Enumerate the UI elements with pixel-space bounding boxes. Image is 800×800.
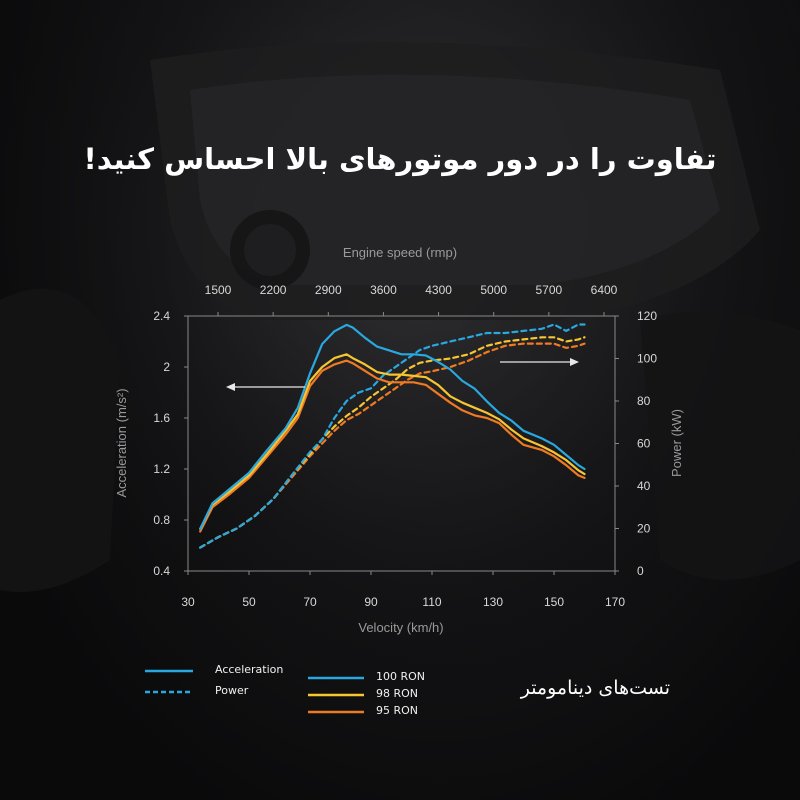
y2-tick-label: 0 (637, 564, 644, 578)
page-title: تفاوت را در دور موتورهای بالا احساس کنید! (83, 142, 717, 176)
x-tick-label: 110 (422, 595, 442, 609)
x2-axis-title: Engine speed (rmp) (342, 245, 458, 260)
x-tick-label: 130 (482, 595, 504, 609)
x-tick-label: 170 (604, 595, 626, 609)
x-axis-title: Velocity (km/h) (358, 620, 444, 635)
y-tick-label: 2.4 (153, 309, 170, 323)
x2-tick-label: 6400 (590, 283, 618, 297)
y2-axis-title: Power (kW) (669, 409, 684, 477)
legend-100-ron-swatch (308, 673, 366, 683)
x-tick-label: 50 (242, 595, 256, 609)
y-tick-label: 1.2 (153, 462, 170, 476)
x-tick-label: 70 (303, 595, 317, 609)
y2-tick-label: 40 (637, 479, 651, 493)
legend-label: Power (215, 684, 249, 697)
x2-tick-label: 2200 (259, 283, 287, 297)
x2-tick-label: 5000 (480, 283, 508, 297)
legend-95-ron (308, 703, 448, 721)
legend-label: 98 RON (376, 687, 419, 700)
acceleration-line-98-ron (200, 354, 584, 529)
y-tick-label: 0.8 (153, 513, 170, 527)
y2-tick-label: 60 (637, 436, 651, 451)
x-tick-label: 150 (543, 595, 565, 609)
acceleration-line-100-ron (200, 325, 584, 529)
x-tick-label: 30 (181, 595, 195, 609)
legend-95-ron-swatch (308, 707, 366, 717)
y2-tick-label: 100 (637, 351, 658, 366)
legend-98-ron (308, 686, 448, 704)
legend-power (145, 683, 285, 701)
legend-label: 100 RON (376, 670, 426, 683)
y2-tick-label: 20 (637, 521, 651, 536)
y-tick-label: 0.4 (153, 564, 170, 578)
x-tick-label: 90 (364, 595, 378, 609)
legend-98-ron-swatch (308, 690, 366, 700)
x2-tick-label: 1500 (204, 283, 232, 297)
y-tick-label: 2 (163, 360, 170, 374)
legend-solid-line-icon (145, 666, 195, 676)
dyno-test-title: تست‌های دینامومتر (520, 677, 670, 699)
y-axis-title: Acceleration (m/s²) (114, 388, 129, 498)
x2-tick-label: 4300 (425, 283, 452, 297)
legend-100-ron (308, 669, 448, 687)
power-line-100-ron (200, 325, 584, 548)
legend-dashed-line-icon (145, 687, 195, 697)
x2-tick-label: 5700 (535, 283, 563, 297)
x2-tick-label: 2900 (314, 283, 342, 297)
y2-tick-label: 120 (637, 309, 658, 323)
x2-tick-label: 3600 (370, 283, 397, 297)
legend-label: 95 RON (376, 704, 419, 717)
acceleration-line-95-ron (200, 361, 584, 532)
left-arrowhead (226, 383, 235, 391)
power-line-98-ron (200, 337, 584, 547)
y-tick-label: 1.6 (153, 411, 170, 425)
y2-tick-label: 80 (637, 394, 651, 408)
right-arrowhead (570, 358, 579, 366)
legend-label: Acceleration (215, 663, 284, 676)
legend-acceleration (145, 662, 285, 680)
